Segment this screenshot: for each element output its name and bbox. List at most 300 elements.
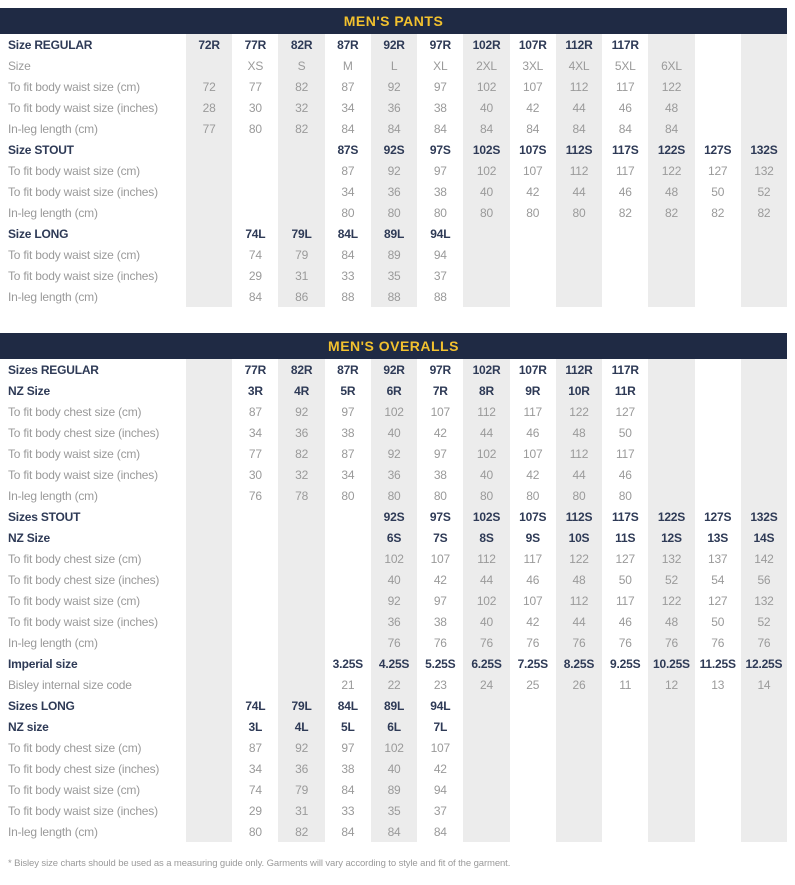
table-cell bbox=[186, 265, 232, 286]
table-cell bbox=[325, 569, 371, 590]
table-cell: 132S bbox=[741, 506, 787, 527]
row-label: To fit body waist size (cm) bbox=[8, 782, 140, 797]
table-cell: 7S bbox=[433, 530, 448, 545]
table-cell bbox=[695, 443, 741, 464]
size-table-men-s-overalls bbox=[0, 333, 787, 842]
table-cell: 117 bbox=[523, 404, 543, 419]
table-row bbox=[0, 76, 787, 97]
table-cell bbox=[648, 800, 694, 821]
table-cell: 82 bbox=[278, 821, 324, 842]
table-cell: 72R bbox=[186, 34, 232, 55]
row-label: In-leg length (cm) bbox=[8, 205, 98, 220]
table-cell: 74 bbox=[248, 782, 262, 797]
table-cell: 22 bbox=[371, 674, 417, 695]
table-cell bbox=[510, 223, 556, 244]
table-cell bbox=[648, 779, 694, 800]
table-cell: 107 bbox=[523, 593, 543, 608]
table-cell bbox=[278, 160, 324, 181]
table-cell: 11S bbox=[615, 530, 636, 545]
table-cell: 112S bbox=[556, 139, 602, 160]
table-cell: 38 bbox=[433, 100, 447, 115]
table-cell: 89L bbox=[371, 223, 417, 244]
table-row bbox=[0, 359, 787, 380]
table-cell: 40 bbox=[463, 97, 509, 118]
table-cell: 48 bbox=[556, 422, 602, 443]
table-cell: 87 bbox=[248, 404, 262, 419]
table-cell bbox=[695, 737, 741, 758]
table-cell: 34 bbox=[341, 100, 355, 115]
table-cell: 84 bbox=[371, 821, 417, 842]
table-cell bbox=[186, 181, 232, 202]
table-cell bbox=[186, 569, 232, 590]
table-row bbox=[0, 779, 787, 800]
table-cell bbox=[186, 401, 232, 422]
table-cell: 30 bbox=[248, 467, 262, 482]
table-cell: 97 bbox=[433, 163, 447, 178]
table-cell: 89 bbox=[371, 244, 417, 265]
table-cell bbox=[602, 737, 648, 758]
table-cell bbox=[602, 716, 648, 737]
table-cell: 6L bbox=[371, 716, 417, 737]
table-cell: 112R bbox=[556, 34, 602, 55]
table-cell: 92 bbox=[278, 401, 324, 422]
table-row bbox=[0, 139, 787, 160]
table-cell bbox=[695, 401, 741, 422]
table-row bbox=[0, 244, 787, 265]
table-cell: 117R bbox=[611, 362, 639, 377]
table-cell: 87R bbox=[337, 362, 359, 377]
table-cell: 48 bbox=[648, 97, 694, 118]
table-cell: 23 bbox=[433, 677, 447, 692]
table-cell: 12S bbox=[648, 527, 694, 548]
table-cell bbox=[186, 737, 232, 758]
table-cell bbox=[510, 779, 556, 800]
table-cell: 44 bbox=[463, 422, 509, 443]
table-cell bbox=[186, 380, 232, 401]
table-cell bbox=[186, 632, 232, 653]
table-cell: 132 bbox=[741, 590, 787, 611]
table-cell: 117S bbox=[611, 142, 639, 157]
table-cell: L bbox=[371, 55, 417, 76]
table-cell: 127 bbox=[615, 551, 635, 566]
table-cell bbox=[741, 695, 787, 716]
table-cell bbox=[278, 569, 324, 590]
table-row bbox=[0, 674, 787, 695]
table-cell: 117 bbox=[615, 163, 635, 178]
table-cell bbox=[510, 758, 556, 779]
table-cell: 84 bbox=[556, 118, 602, 139]
table-row bbox=[0, 223, 787, 244]
table-cell: 42 bbox=[433, 425, 447, 440]
table-cell bbox=[556, 695, 602, 716]
row-label: In-leg length (cm) bbox=[8, 121, 98, 136]
table-cell: 74L bbox=[245, 698, 266, 713]
table-cell: 82 bbox=[278, 76, 324, 97]
table-cell: 92S bbox=[371, 139, 417, 160]
table-cell bbox=[556, 265, 602, 286]
table-cell: 127 bbox=[707, 593, 728, 608]
table-cell bbox=[695, 55, 741, 76]
table-cell: 25 bbox=[526, 677, 540, 692]
table-cell: 38 bbox=[433, 614, 447, 629]
table-cell: 5R bbox=[340, 383, 356, 398]
row-label: NZ Size bbox=[8, 383, 50, 398]
table-cell bbox=[741, 97, 787, 118]
table-row bbox=[0, 443, 787, 464]
table-cell: 80 bbox=[556, 485, 602, 506]
table-cell bbox=[186, 821, 232, 842]
table-cell: 79L bbox=[278, 223, 324, 244]
table-row bbox=[0, 716, 787, 737]
table-cell bbox=[186, 779, 232, 800]
table-cell: 11.25S bbox=[699, 656, 736, 671]
table-cell bbox=[695, 821, 741, 842]
table-cell: 102 bbox=[371, 548, 417, 569]
table-cell: 117 bbox=[615, 593, 635, 608]
table-cell bbox=[741, 380, 787, 401]
table-cell bbox=[648, 716, 694, 737]
table-cell: 112S bbox=[556, 506, 602, 527]
table-row bbox=[0, 401, 787, 422]
table-cell: 97 bbox=[433, 446, 447, 461]
table-cell: 87R bbox=[337, 37, 359, 52]
table-cell: 102S bbox=[463, 139, 509, 160]
table-row bbox=[0, 569, 787, 590]
table-cell: 36 bbox=[278, 758, 324, 779]
table-cell bbox=[602, 758, 648, 779]
table-cell: 84 bbox=[526, 121, 540, 136]
table-cell: 76 bbox=[618, 635, 632, 650]
table-cell bbox=[741, 244, 787, 265]
table-cell bbox=[232, 527, 278, 548]
table-cell bbox=[741, 737, 787, 758]
table-cell bbox=[695, 716, 741, 737]
table-cell: 48 bbox=[648, 181, 694, 202]
table-cell: 87 bbox=[341, 163, 355, 178]
table-cell: 112 bbox=[463, 401, 509, 422]
table-cell bbox=[648, 359, 694, 380]
table-cell: 42 bbox=[433, 761, 447, 776]
table-cell bbox=[602, 223, 648, 244]
table-cell bbox=[695, 244, 741, 265]
table-cell: 122 bbox=[648, 590, 694, 611]
table-cell: 132S bbox=[741, 139, 787, 160]
table-cell: 44 bbox=[556, 97, 602, 118]
table-cell bbox=[556, 758, 602, 779]
row-label: To fit body chest size (inches) bbox=[8, 761, 160, 776]
table-cell bbox=[186, 443, 232, 464]
table-cell: 44 bbox=[556, 181, 602, 202]
table-cell: 77 bbox=[186, 118, 232, 139]
table-cell: 31 bbox=[278, 265, 324, 286]
table-cell bbox=[695, 464, 741, 485]
table-cell bbox=[232, 181, 278, 202]
table-cell bbox=[556, 286, 602, 307]
table-cell: 132 bbox=[648, 548, 694, 569]
table-cell: 76 bbox=[371, 632, 417, 653]
table-cell bbox=[278, 548, 324, 569]
table-cell: 40 bbox=[463, 464, 509, 485]
table-cell bbox=[186, 695, 232, 716]
table-cell: 76 bbox=[463, 632, 509, 653]
table-cell: 82R bbox=[278, 359, 324, 380]
table-cell: 44 bbox=[556, 464, 602, 485]
table-cell bbox=[695, 800, 741, 821]
table-cell: 7.25S bbox=[517, 656, 548, 671]
table-cell bbox=[648, 821, 694, 842]
table-cell bbox=[278, 653, 324, 674]
table-cell bbox=[186, 160, 232, 181]
table-cell: 107 bbox=[523, 79, 543, 94]
table-cell bbox=[648, 244, 694, 265]
table-cell: 82 bbox=[618, 205, 632, 220]
table-cell bbox=[463, 821, 509, 842]
row-label: To fit body waist size (inches) bbox=[8, 803, 158, 818]
table-cell bbox=[186, 55, 232, 76]
row-label: Size LONG bbox=[8, 226, 69, 241]
table-row bbox=[0, 118, 787, 139]
table-cell: 42 bbox=[526, 614, 540, 629]
table-cell bbox=[648, 485, 694, 506]
table-cell bbox=[648, 695, 694, 716]
table-cell: 92 bbox=[371, 443, 417, 464]
table-cell bbox=[648, 758, 694, 779]
table-cell bbox=[232, 202, 278, 223]
row-label: To fit body chest size (inches) bbox=[8, 572, 160, 587]
table-cell bbox=[695, 422, 741, 443]
table-cell: 88 bbox=[341, 289, 355, 304]
table-cell: 11R bbox=[614, 383, 636, 398]
table-cell: 102R bbox=[463, 34, 509, 55]
table-cell: 102S bbox=[463, 506, 509, 527]
table-cell: 117 bbox=[523, 551, 543, 566]
table-cell: 132 bbox=[741, 160, 787, 181]
table-cell: 74 bbox=[248, 247, 262, 262]
table-cell bbox=[695, 118, 741, 139]
table-cell bbox=[695, 34, 741, 55]
table-cell bbox=[232, 548, 278, 569]
table-cell: 97 bbox=[433, 79, 447, 94]
row-label: In-leg length (cm) bbox=[8, 488, 98, 503]
row-label: To fit body waist size (cm) bbox=[8, 163, 140, 178]
table-cell: 82 bbox=[648, 202, 694, 223]
table-cell bbox=[186, 286, 232, 307]
table-cell: 4.25S bbox=[371, 653, 417, 674]
row-label: Sizes STOUT bbox=[8, 509, 81, 524]
table-cell bbox=[741, 800, 787, 821]
table-cell: 33 bbox=[341, 268, 355, 283]
table-cell: 78 bbox=[278, 485, 324, 506]
table-row bbox=[0, 590, 787, 611]
table-cell bbox=[695, 380, 741, 401]
table-title: MEN'S PANTS bbox=[343, 13, 444, 29]
table-cell: 84 bbox=[341, 782, 355, 797]
table-row bbox=[0, 695, 787, 716]
row-label: In-leg length (cm) bbox=[8, 824, 98, 839]
table-cell bbox=[325, 527, 371, 548]
table-title: MEN'S OVERALLS bbox=[328, 338, 459, 354]
table-cell: 84 bbox=[248, 289, 262, 304]
table-row bbox=[0, 202, 787, 223]
table-cell: 6R bbox=[371, 380, 417, 401]
table-cell bbox=[695, 286, 741, 307]
table-cell bbox=[741, 286, 787, 307]
table-cell bbox=[186, 422, 232, 443]
table-cell: 80 bbox=[526, 205, 540, 220]
table-cell: 122 bbox=[648, 76, 694, 97]
table-cell bbox=[186, 464, 232, 485]
table-cell: XL bbox=[433, 58, 448, 73]
table-title-bar bbox=[0, 8, 787, 34]
table-cell bbox=[556, 716, 602, 737]
table-cell: S bbox=[278, 55, 324, 76]
table-cell: 127S bbox=[704, 509, 732, 524]
table-cell: 117 bbox=[615, 79, 635, 94]
table-row bbox=[0, 160, 787, 181]
row-label: To fit body chest size (cm) bbox=[8, 740, 142, 755]
table-cell: 84 bbox=[463, 118, 509, 139]
table-cell bbox=[695, 758, 741, 779]
row-label: To fit body waist size (cm) bbox=[8, 446, 140, 461]
table-cell: 117R bbox=[611, 37, 639, 52]
table-cell: 36 bbox=[371, 97, 417, 118]
table-cell: 40 bbox=[371, 758, 417, 779]
table-cell: 36 bbox=[371, 464, 417, 485]
table-cell: 102 bbox=[463, 590, 509, 611]
table-cell bbox=[186, 359, 232, 380]
table-cell: 142 bbox=[741, 548, 787, 569]
table-cell: 33 bbox=[341, 803, 355, 818]
table-cell: 88 bbox=[371, 286, 417, 307]
table-cell bbox=[463, 244, 509, 265]
table-cell bbox=[648, 286, 694, 307]
table-cell bbox=[278, 674, 324, 695]
table-cell: 102 bbox=[371, 401, 417, 422]
table-cell: 77 bbox=[248, 446, 262, 461]
table-cell bbox=[648, 34, 694, 55]
table-cell: 8.25S bbox=[556, 653, 602, 674]
table-cell: 79 bbox=[278, 244, 324, 265]
row-label: Sizes LONG bbox=[8, 698, 75, 713]
table-cell: 87S bbox=[337, 142, 359, 157]
table-cell bbox=[186, 506, 232, 527]
table-cell: 89 bbox=[371, 779, 417, 800]
table-cell: 5XL bbox=[614, 58, 636, 73]
table-cell: 97 bbox=[341, 404, 355, 419]
table-cell: 84 bbox=[371, 118, 417, 139]
table-cell: 112R bbox=[556, 359, 602, 380]
table-cell: 2XL bbox=[463, 55, 509, 76]
table-cell: 84 bbox=[341, 247, 355, 262]
table-cell: 72 bbox=[186, 76, 232, 97]
table-cell: 79L bbox=[278, 695, 324, 716]
table-cell: 77R bbox=[244, 37, 267, 52]
table-cell: 35 bbox=[371, 265, 417, 286]
table-cell: 6.25S bbox=[463, 653, 509, 674]
table-cell bbox=[510, 716, 556, 737]
table-cell: 94L bbox=[430, 698, 451, 713]
table-cell: 80 bbox=[371, 202, 417, 223]
table-cell bbox=[278, 202, 324, 223]
table-cell: 92 bbox=[278, 737, 324, 758]
row-label: In-leg length (cm) bbox=[8, 289, 98, 304]
table-cell: 3XL bbox=[522, 58, 544, 73]
table-cell: 38 bbox=[341, 761, 355, 776]
table-cell: 80 bbox=[371, 485, 417, 506]
size-tables-container bbox=[0, 8, 787, 842]
row-label: To fit body waist size (inches) bbox=[8, 184, 158, 199]
table-cell bbox=[695, 695, 741, 716]
table-cell: 13 bbox=[711, 677, 725, 692]
table-cell: 76 bbox=[741, 632, 787, 653]
row-label: Sizes REGULAR bbox=[8, 362, 99, 377]
table-cell bbox=[463, 223, 509, 244]
table-cell bbox=[186, 202, 232, 223]
table-cell bbox=[232, 674, 278, 695]
table-cell: 82 bbox=[741, 202, 787, 223]
table-cell bbox=[186, 485, 232, 506]
table-cell bbox=[556, 737, 602, 758]
table-cell: 82 bbox=[711, 205, 725, 220]
table-cell bbox=[741, 443, 787, 464]
table-cell: 84L bbox=[337, 698, 358, 713]
table-cell: 32 bbox=[278, 464, 324, 485]
table-cell bbox=[695, 359, 741, 380]
table-cell: 46 bbox=[618, 614, 632, 629]
table-cell: 3R bbox=[247, 383, 263, 398]
table-cell: 92 bbox=[371, 76, 417, 97]
table-cell: 80 bbox=[341, 205, 355, 220]
table-cell: 82 bbox=[278, 443, 324, 464]
table-cell: 97S bbox=[429, 509, 451, 524]
table-cell bbox=[602, 779, 648, 800]
table-cell: 36 bbox=[278, 422, 324, 443]
row-label: NZ Size bbox=[8, 530, 50, 545]
table-cell: 42 bbox=[526, 100, 540, 115]
table-cell bbox=[510, 800, 556, 821]
table-cell bbox=[186, 223, 232, 244]
table-row bbox=[0, 464, 787, 485]
table-cell: 122 bbox=[556, 548, 602, 569]
table-cell: 117 bbox=[615, 446, 635, 461]
table-cell: 3L bbox=[248, 719, 263, 734]
table-row bbox=[0, 758, 787, 779]
table-cell bbox=[741, 758, 787, 779]
row-label: To fit body chest size (inches) bbox=[8, 425, 160, 440]
table-cell bbox=[232, 506, 278, 527]
table-cell bbox=[695, 97, 741, 118]
table-cell: 80 bbox=[526, 488, 540, 503]
row-label: In-leg length (cm) bbox=[8, 635, 98, 650]
table-row bbox=[0, 527, 787, 548]
table-row bbox=[0, 265, 787, 286]
table-cell: 21 bbox=[341, 677, 355, 692]
table-cell: 107 bbox=[430, 551, 450, 566]
table-cell: 122S bbox=[648, 506, 694, 527]
table-cell bbox=[325, 590, 371, 611]
table-cell bbox=[648, 401, 694, 422]
table-cell bbox=[232, 653, 278, 674]
table-cell: 107S bbox=[519, 142, 547, 157]
table-cell bbox=[510, 695, 556, 716]
table-cell: 107 bbox=[523, 446, 543, 461]
table-cell: 50 bbox=[711, 614, 725, 629]
table-cell bbox=[510, 821, 556, 842]
table-cell bbox=[741, 223, 787, 244]
table-cell: 12.25S bbox=[741, 653, 787, 674]
table-cell: 107R bbox=[518, 362, 547, 377]
table-cell bbox=[510, 265, 556, 286]
